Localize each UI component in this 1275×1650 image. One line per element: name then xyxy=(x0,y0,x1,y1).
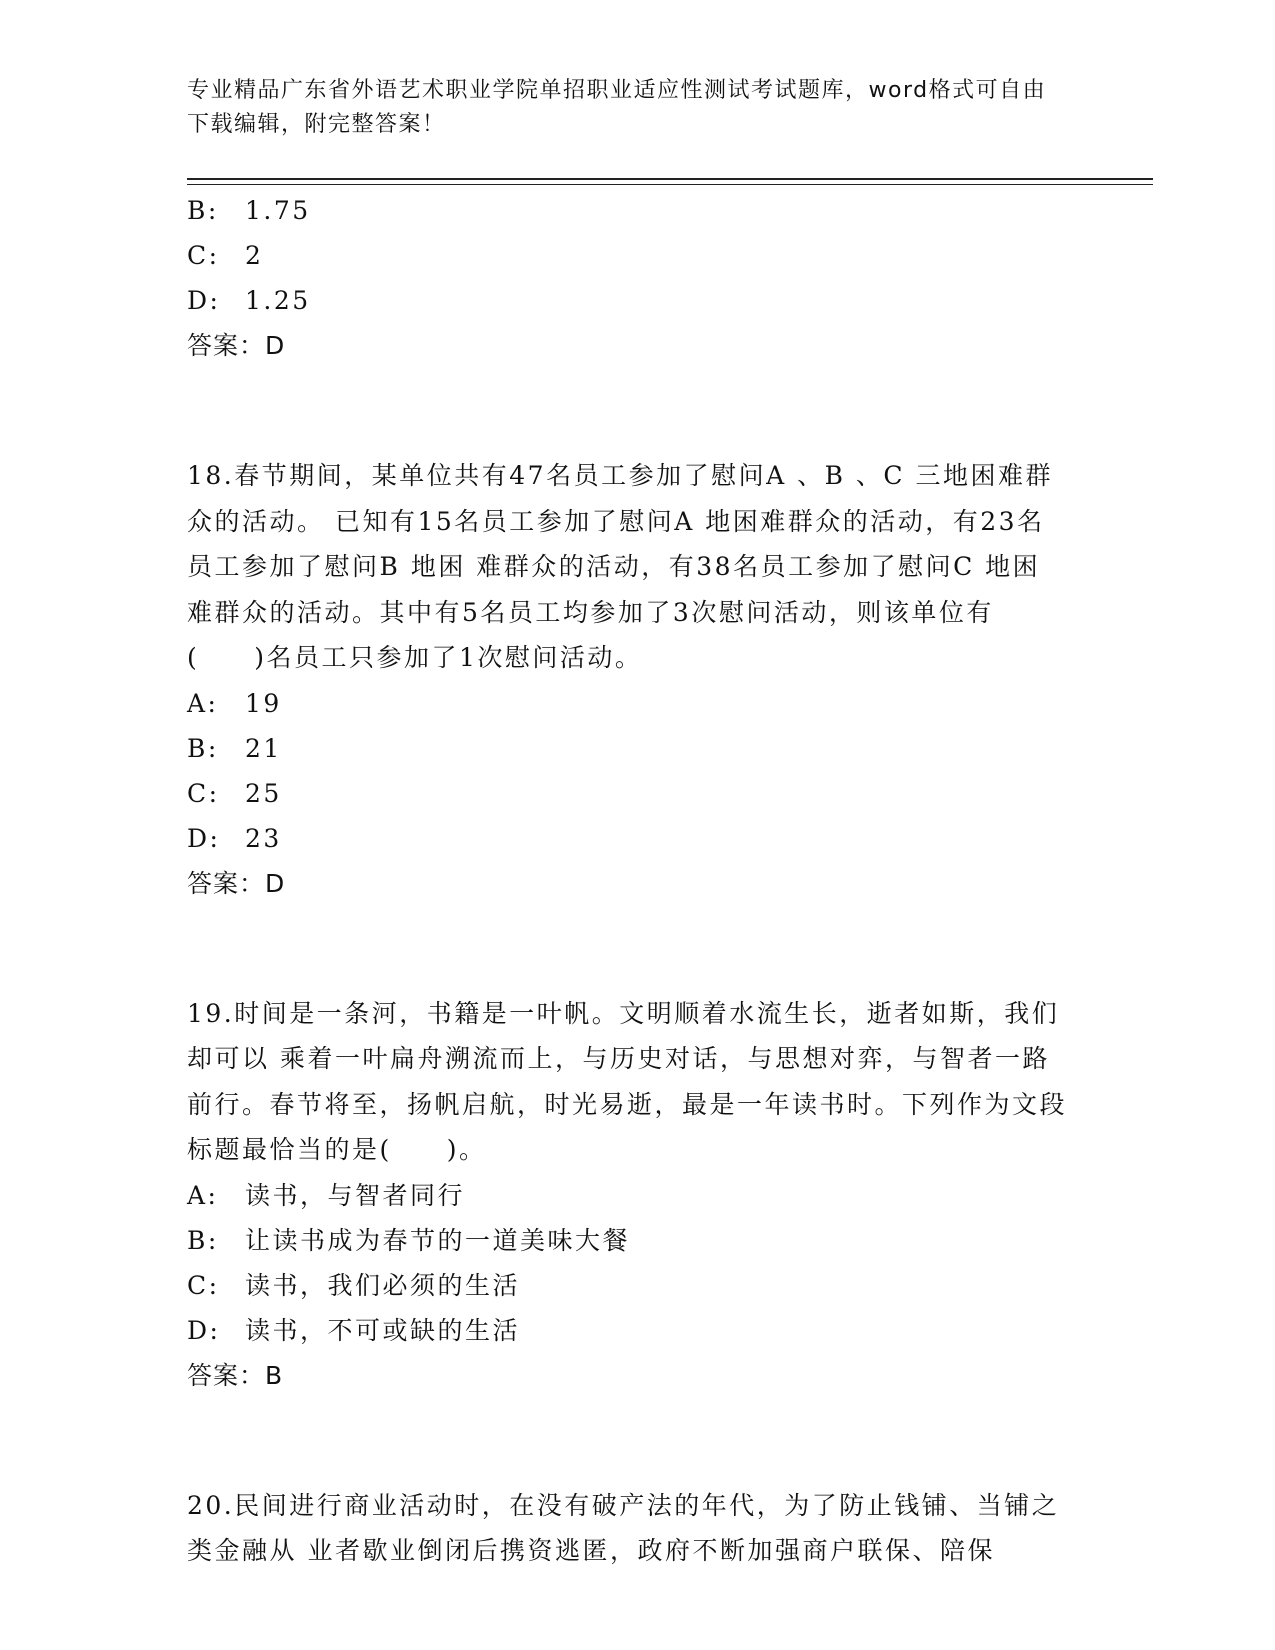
option-text: 2 xyxy=(245,241,264,270)
option-text: 1.75 xyxy=(245,196,311,225)
question-19-text: 19.时间是一条河，书籍是一叶帆。文明顺着水流生长，逝者如斯，我们却可以 乘着一叶扁舟溯流而上，与历史对话，与思想对弈，与智者一路前行。春节将至，扬帆启航，时光易逝，最是一年读书时。下列作为文段标题最恰当的是( )。 xyxy=(187,998,1068,1164)
question-gap xyxy=(187,906,1087,991)
option-label: A: xyxy=(187,688,219,718)
answer-line: 答案：D xyxy=(187,868,286,898)
option-d xyxy=(187,816,1087,861)
option-text: 19 xyxy=(245,688,282,718)
answer-line: 答案：D xyxy=(187,331,286,360)
question-gap xyxy=(187,1398,1087,1483)
option-text: 让读书成为春节的一道美味大餐 xyxy=(245,1225,631,1255)
option-c xyxy=(187,233,1087,278)
answer-line: 答案：B xyxy=(187,1360,284,1390)
option-d xyxy=(187,1308,1087,1353)
question-18-text: 18.春节期间，某单位共有47名员工参加了慰问A 、B 、C 三地困难群众的活动。 已知有15名员工参加了慰问A 地困难群众的活动，有23名员工参加了慰问B 地困 难群众的活动，有38名员工参加了慰问C 地困难群众的活动。其中有5名员工均参加了3次慰问活动，则该单位有( )名员工只参加了1次慰问活动。 xyxy=(187,461,1053,672)
option-label: C: xyxy=(187,778,220,808)
option-text: 23 xyxy=(245,823,282,853)
option-label: D: xyxy=(187,286,221,315)
option-text: 读书，与智者同行 xyxy=(245,1180,466,1210)
header-divider-thick xyxy=(187,178,1153,180)
option-b xyxy=(187,188,1087,233)
header-divider-thin xyxy=(187,184,1153,185)
option-c xyxy=(187,771,1087,816)
option-label: C: xyxy=(187,1270,220,1300)
question-20-text: 20.民间进行商业活动时，在没有破产法的年代，为了防止钱铺、当铺之类金融从 业者歇业倒闭后携资逃匿，政府不断加强商户联保、陪保 xyxy=(187,1490,1060,1565)
option-d xyxy=(187,278,1087,323)
option-b xyxy=(187,1218,1087,1263)
option-label: D: xyxy=(187,823,221,853)
option-label: B: xyxy=(187,1225,219,1255)
question-content xyxy=(187,188,1087,1574)
option-label: B: xyxy=(187,733,219,763)
question-gap xyxy=(187,368,1087,453)
option-text: 读书，不可或缺的生活 xyxy=(245,1315,521,1345)
option-label: D: xyxy=(187,1315,221,1345)
option-a xyxy=(187,681,1087,726)
option-text: 21 xyxy=(245,733,282,763)
document-header: 专业精品广东省外语艺术职业学院单招职业适应性测试考试题库，word格式可自由下载编辑，附完整答案！ xyxy=(187,78,1047,137)
option-label: C: xyxy=(187,241,220,270)
option-a xyxy=(187,1173,1087,1218)
option-text: 读书，我们必须的生活 xyxy=(245,1270,521,1300)
option-label: A: xyxy=(187,1180,219,1210)
option-label: B: xyxy=(187,196,219,225)
option-text: 1.25 xyxy=(245,286,311,315)
option-b xyxy=(187,726,1087,771)
option-c xyxy=(187,1263,1087,1308)
option-text: 25 xyxy=(245,778,282,808)
